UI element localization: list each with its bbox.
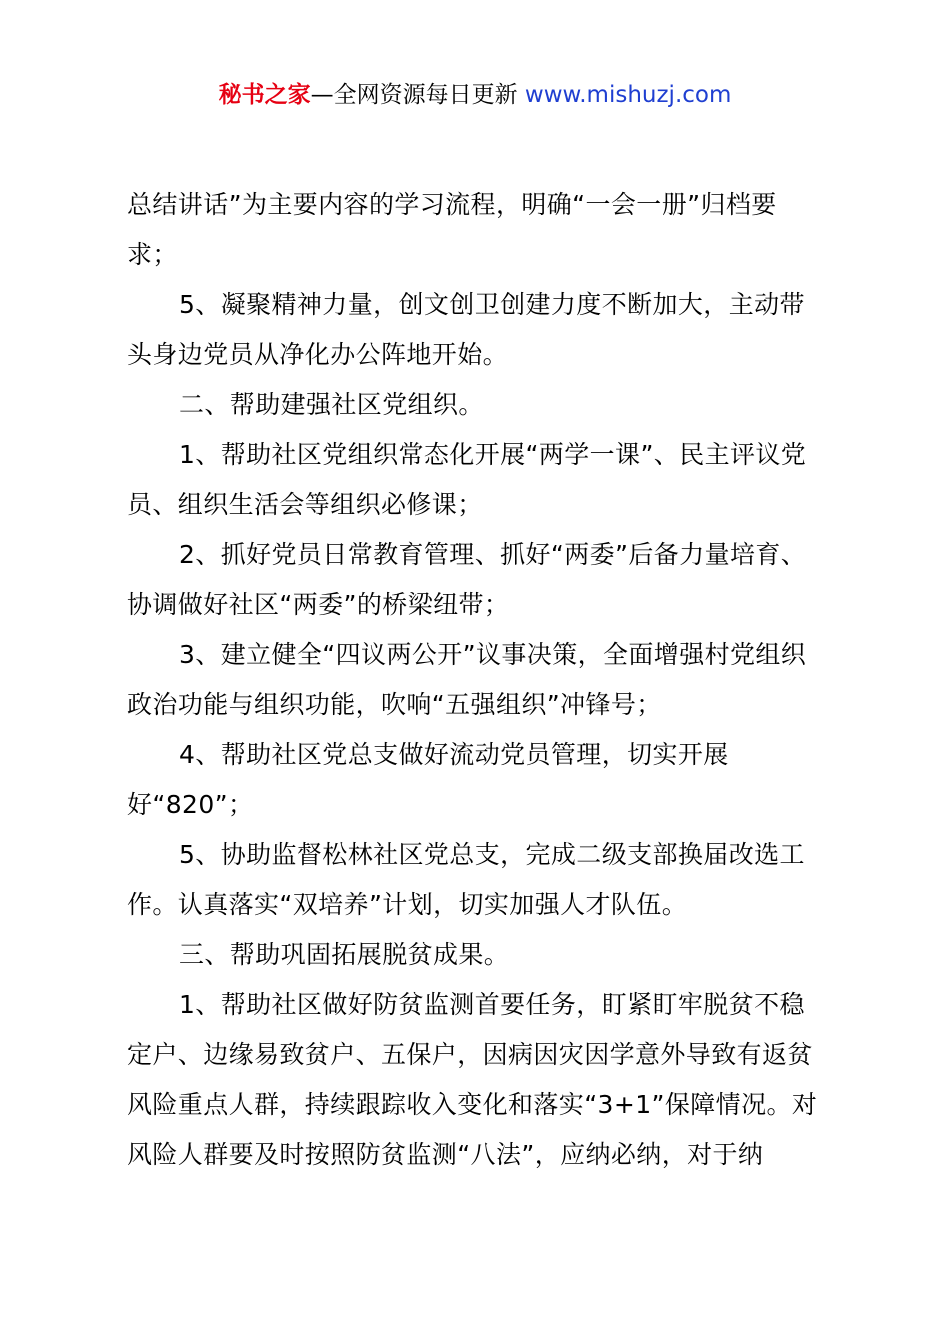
paragraph-item: 4、帮助社区党总支做好流动党员管理，切实开展好“820”； [127, 740, 729, 819]
paragraph-item: 1、帮助社区党组织常态化开展“两学一课”、民主评议党员、组织生活会等组织必修课； [127, 440, 807, 519]
header-tagline: —全网资源每日更新 [310, 82, 518, 108]
site-url-link[interactable]: www.mishuzj.com [524, 82, 732, 108]
brand-name: 秘书之家 [218, 82, 311, 108]
paragraph-item: 3、建立健全“四议两公开”议事决策，全面增强村党组织政治功能与组织功能，吹响“五强组织”冲锋号； [127, 640, 807, 719]
section-heading: 二、帮助建强社区党组织。 [179, 390, 484, 419]
page-header [0, 78, 950, 112]
document-body [127, 180, 823, 1180]
paragraph-item: 5、凝聚精神力量，创文创卫创建力度不断加大，主动带头身边党员从净化办公阵地开始。 [127, 290, 805, 369]
paragraph-continuation: 总结讲话”为主要内容的学习流程，明确“一会一册”归档要求； [127, 190, 777, 269]
paragraph-item: 5、协助监督松林社区党总支，完成二级支部换届改选工作。认真落实“双培养”计划，切实加强人才队伍。 [127, 840, 805, 919]
section-heading: 三、帮助巩固拓展脱贫成果。 [179, 940, 510, 969]
paragraph-item: 2、抓好党员日常教育管理、抓好“两委”后备力量培育、协调做好社区“两委”的桥梁纽带； [127, 540, 807, 619]
paragraph-item: 1、帮助社区做好防贫监测首要任务，盯紧盯牢脱贫不稳定户、边缘易致贫户、五保户，因病因灾因学意外导致有返贫风险重点人群，持续跟踪收入变化和落实“3+1”保障情况。对风险人群要及时按照防贫监测“八法”，应纳必纳，对于纳 [127, 990, 818, 1169]
